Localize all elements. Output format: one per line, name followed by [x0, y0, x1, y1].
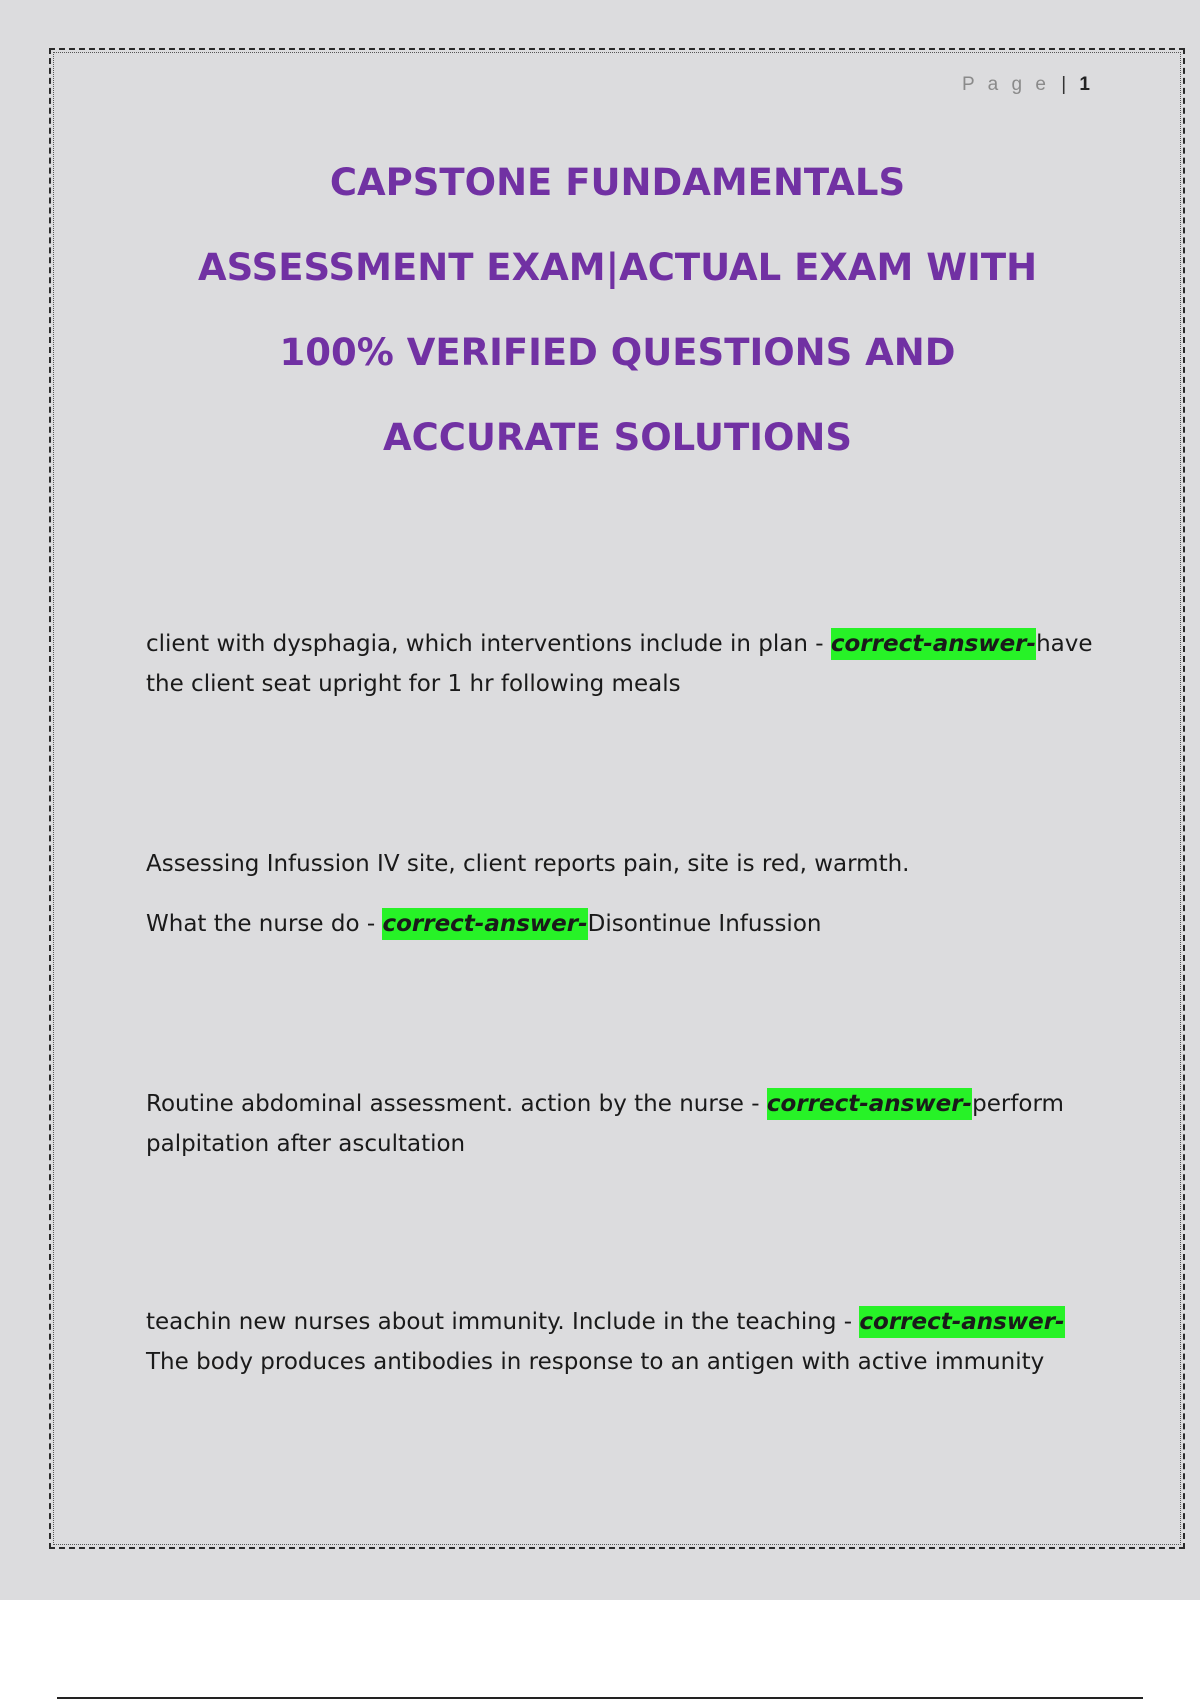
- question-prompt: client with dysphagia, which interventions include in plan -: [146, 631, 831, 657]
- page-number: [962, 74, 1090, 96]
- question-text: [146, 1084, 1096, 1164]
- answer-text: Disontinue Infussion: [587, 911, 822, 937]
- question-text: [146, 1302, 1096, 1382]
- answer-text: The body produces antibodies in response to an antigen with active immunity: [146, 1349, 1045, 1375]
- correct-answer-marker: correct-answer-: [859, 1306, 1064, 1338]
- title-line-4: ACCURATE SOLUTIONS: [382, 416, 853, 459]
- document-title: [100, 140, 1135, 480]
- title-line-2: ASSESSMENT EXAM|ACTUAL EXAM WITH: [197, 246, 1038, 289]
- question-prompt: Assessing Infussion IV site, client reports pain, site is red, warmth.: [146, 851, 910, 877]
- question-item-1: [146, 624, 1096, 704]
- page-number-value: 1: [1079, 74, 1090, 95]
- answer-text: have the client seat upright for 1 hr following meals: [146, 631, 1093, 697]
- answer-text: perform palpitation after ascultation: [146, 1091, 1064, 1157]
- question-text-line-1: [146, 844, 1096, 884]
- question-item-4: [146, 1302, 1096, 1382]
- title-line-1: CAPSTONE FUNDAMENTALS: [329, 161, 906, 204]
- question-prompt: teachin new nurses about immunity. Include in the teaching -: [146, 1309, 860, 1335]
- title-line-3: 100% VERIFIED QUESTIONS AND: [279, 331, 956, 374]
- question-item-3: [146, 1084, 1096, 1164]
- correct-answer-marker: correct-answer-: [382, 908, 587, 940]
- next-page-rule: [57, 1697, 1143, 1699]
- correct-answer-marker: correct-answer-: [831, 628, 1036, 660]
- question-item-2: [146, 844, 1096, 944]
- page-separator: |: [1061, 74, 1067, 95]
- question-text-line-2: [146, 904, 1096, 944]
- page-label: P a g e: [962, 74, 1050, 95]
- question-prompt-continued: What the nurse do -: [146, 911, 383, 937]
- question-text: [146, 624, 1096, 704]
- question-prompt: Routine abdominal assessment. action by the nurse -: [146, 1091, 767, 1117]
- correct-answer-marker: correct-answer-: [767, 1088, 972, 1120]
